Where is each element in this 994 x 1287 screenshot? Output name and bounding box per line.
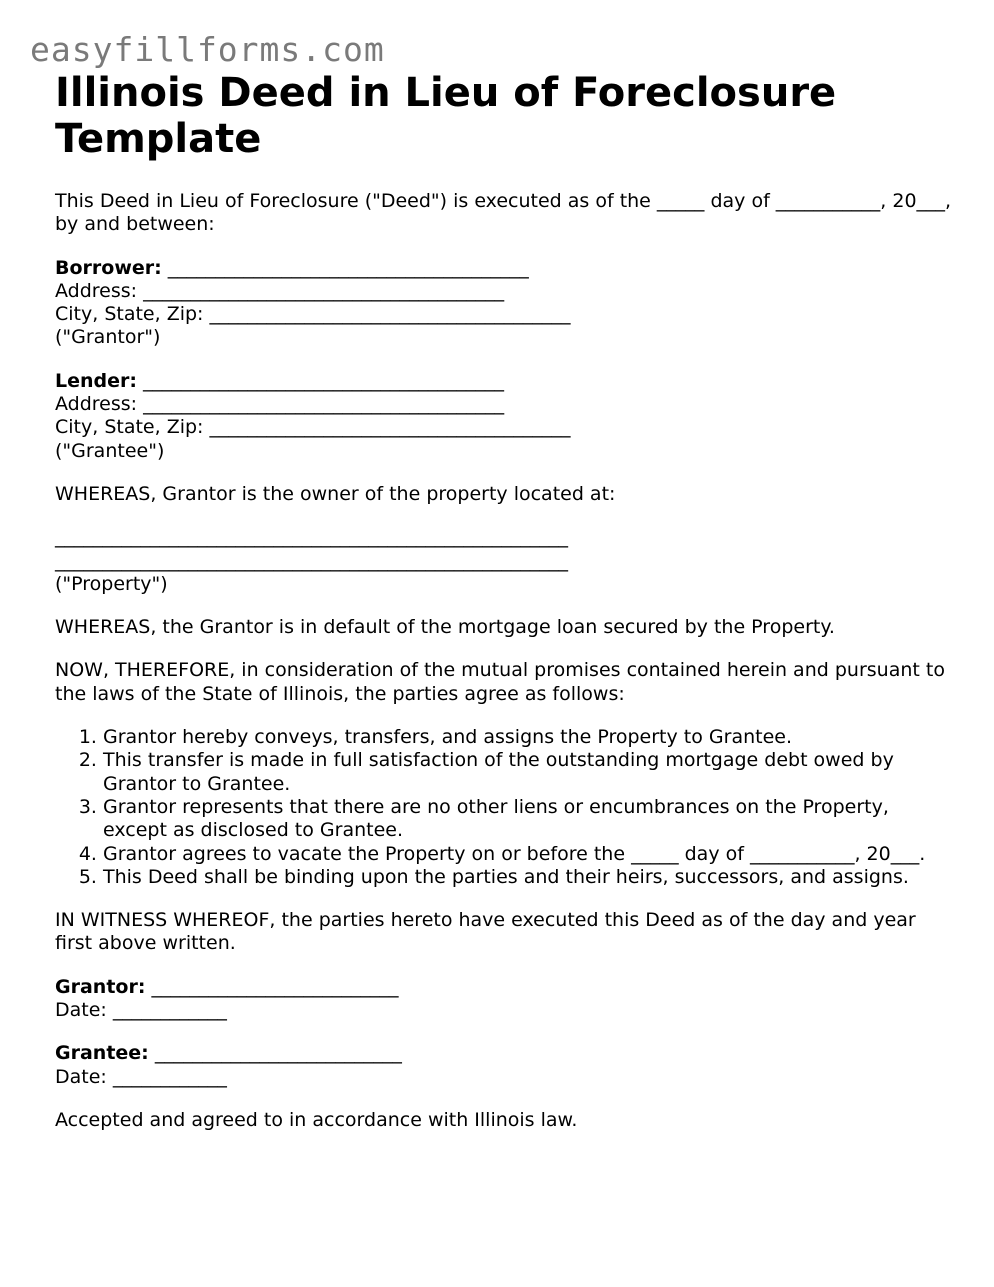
terms-list — [55, 726, 955, 889]
whereas-owner-paragraph: WHEREAS, Grantor is the owner of the property located at: — [55, 482, 616, 505]
borrower-address-line: Address: ______________________________________ — [55, 279, 505, 302]
lender-name-blank: ______________________________________ — [136, 369, 505, 392]
term-item: 2. This transfer is made in full satisfaction of the outstanding mortgage debt owed by Grantor to Grantee. — [103, 749, 955, 796]
grantor-signature-line — [55, 976, 955, 999]
borrower-line — [55, 257, 955, 280]
witness-paragraph: IN WITNESS WHEREOF, the parties hereto have executed this Deed as of the day and year first above written. — [55, 909, 916, 955]
term-item: 1. Grantor hereby conveys, transfers, and assigns the Property to Grantee. — [103, 726, 955, 749]
borrower-role: ("Grantor") — [55, 326, 161, 349]
borrower-city-line: City, State, Zip: ______________________________________ — [55, 303, 571, 326]
borrower-block — [55, 257, 955, 350]
property-blank-line-1: ______________________________________________________ — [55, 526, 568, 549]
whereas-default-paragraph: WHEREAS, the Grantor is in default of the mortgage loan secured by the Property. — [55, 616, 835, 639]
lender-block — [55, 370, 955, 463]
term-item: 4. Grantor agrees to vacate the Property on or before the _____ day of ___________, 20___. — [103, 843, 955, 866]
lender-role: ("Grantee") — [55, 439, 165, 462]
lender-line — [55, 370, 955, 393]
grantor-signature-block — [55, 976, 955, 1023]
term-item: 5. This Deed shall be binding upon the parties and their heirs, successors, and assigns. — [103, 866, 955, 889]
term-item: 3. Grantor represents that there are no other liens or encumbrances on the Property, except as disclosed to Grantee. — [103, 796, 955, 843]
page-title: Illinois Deed in Lieu of Foreclosure Template — [55, 70, 837, 162]
property-blank-line-2: ______________________________________________________ — [55, 549, 568, 572]
document-body — [55, 190, 955, 1152]
closing-paragraph: Accepted and agreed to in accordance with Illinois law. — [55, 1108, 578, 1131]
grantee-signature-block — [55, 1042, 955, 1089]
grantor-signature-blank: __________________________ — [145, 975, 399, 998]
grantor-date-line: Date: ____________ — [55, 999, 227, 1022]
grantor-signature-label: Grantor: — [55, 975, 146, 998]
grantee-signature-label: Grantee: — [55, 1042, 149, 1065]
grantee-date-line: Date: ____________ — [55, 1065, 227, 1088]
property-block — [55, 526, 955, 596]
grantee-signature-line — [55, 1042, 955, 1065]
lender-label: Lender: — [55, 369, 137, 392]
intro-paragraph: This Deed in Lieu of Foreclosure ("Deed") is executed as of the _____ day of ___________, 20___, by and between: — [55, 190, 952, 236]
borrower-name-blank: ______________________________________ — [161, 256, 529, 279]
lender-city-line: City, State, Zip: ______________________________________ — [55, 416, 571, 439]
borrower-label: Borrower: — [55, 256, 162, 279]
now-therefore-paragraph: NOW, THEREFORE, in consideration of the mutual promises contained herein and pursuant to the laws of the State of Illinois, the parties agree as follows: — [55, 659, 945, 705]
grantee-signature-blank: __________________________ — [148, 1042, 402, 1065]
watermark: easyfillforms.com — [30, 30, 385, 69]
property-label: ("Property") — [55, 572, 168, 595]
lender-address-line: Address: ______________________________________ — [55, 393, 505, 416]
